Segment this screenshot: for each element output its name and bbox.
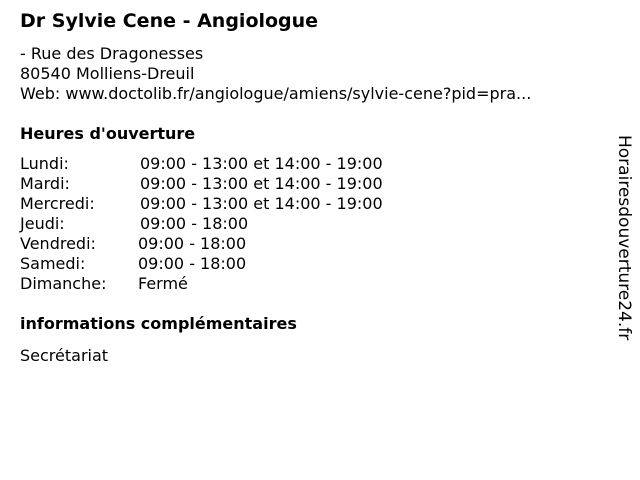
hours-value: 09:00 - 13:00 et 14:00 - 19:00	[140, 154, 383, 173]
day-label: Mercredi:	[20, 194, 95, 213]
hours-value: 09:00 - 13:00 et 14:00 - 19:00	[140, 194, 383, 213]
opening-hours-heading: Heures d'ouverture	[20, 124, 196, 143]
day-label: Vendredi:	[20, 234, 96, 253]
site-watermark: Horairesdouverture24.fr	[614, 135, 634, 341]
hours-value: 09:00 - 18:00	[138, 254, 247, 273]
additional-info-text: Secrétariat	[20, 346, 109, 365]
address-city: 80540 Molliens-Dreuil	[20, 64, 195, 83]
address-street: - Rue des Dragonesses	[20, 44, 204, 63]
hours-value: 09:00 - 13:00 et 14:00 - 19:00	[140, 174, 383, 193]
day-label: Samedi:	[20, 254, 86, 273]
day-label: Mardi:	[20, 174, 70, 193]
day-label: Jeudi:	[20, 214, 65, 233]
address-block	[20, 44, 531, 104]
hours-value: 09:00 - 18:00	[138, 234, 247, 253]
address-web[interactable]: Web: www.doctolib.fr/angiologue/amiens/sylvie-cene?pid=pra...	[20, 84, 532, 103]
hours-value: Fermé	[138, 274, 188, 293]
day-label: Dimanche:	[20, 274, 107, 293]
day-label: Lundi:	[20, 154, 69, 173]
page-title: Dr Sylvie Cene - Angiologue	[20, 10, 319, 32]
hours-value: 09:00 - 18:00	[140, 214, 249, 233]
additional-info-heading: informations complémentaires	[20, 314, 297, 333]
